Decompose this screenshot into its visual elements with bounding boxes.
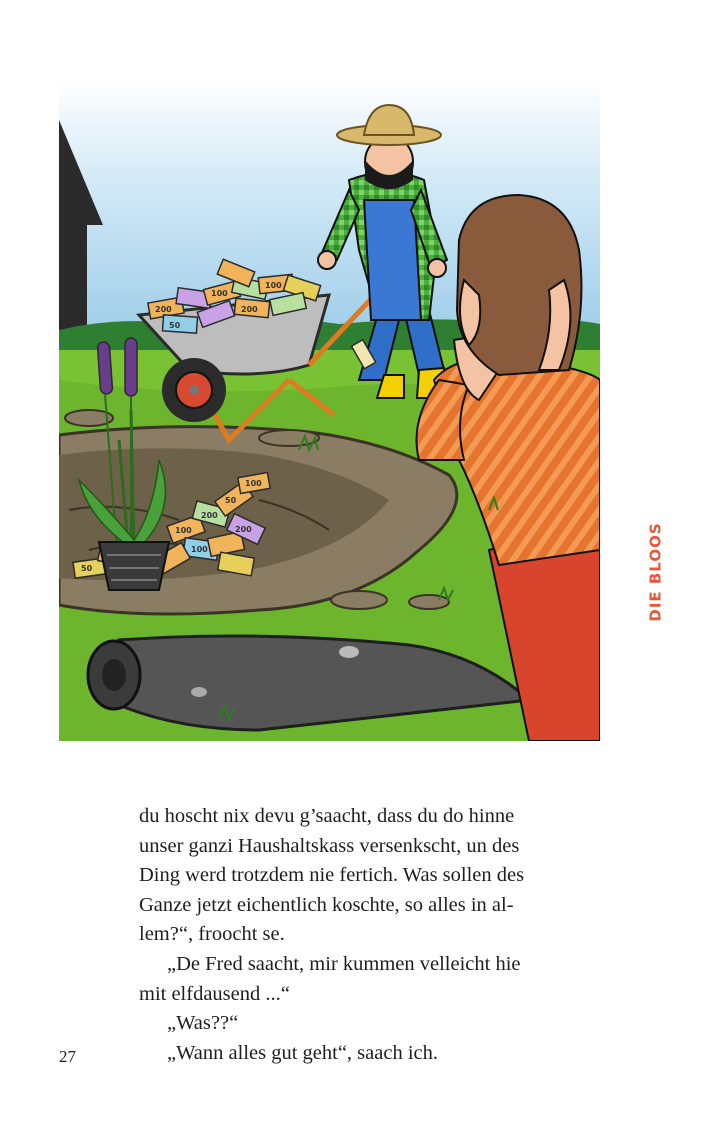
banknote-label: 100 [191,545,208,554]
text-line: Ding werd trotzdem nie fertich. Was sollen des [139,864,525,887]
banknote-label: 50 [225,496,237,505]
banknote-label: 200 [155,305,172,314]
text-line: du hoscht nix devu g’saacht, dass du do hinne [139,805,515,827]
banknote-label: 100 [245,479,262,488]
chapter-title: DIE BLOOS [647,521,666,622]
page-number: 27 [59,1047,76,1066]
banknote-label: 50 [169,321,181,330]
text-line: „Wann alles gut geht“, saach ich. [167,1041,439,1064]
banknote-label: 100 [265,281,282,290]
banknote-label: 100 [211,289,228,298]
banknote-label: 50 [81,564,93,573]
text-line: unser ganzi Haushaltskass versenkscht, un des [139,834,520,857]
banknote-label: 200 [235,525,252,534]
banknote-label: 100 [175,526,192,535]
chapter-side-label [645,520,667,623]
illustration-drawing [59,80,600,741]
text-line: „Was??“ [167,1012,239,1035]
body-text [139,802,601,1068]
banknote-label: 200 [241,305,258,314]
text-line: Ganze jetzt eichentlich koschte, so alles in al- [139,893,514,916]
text-line: mit elfdausend ...“ [139,982,290,1005]
banknote-label: 200 [201,511,218,520]
text-line: „De Fred saacht, mir kummen velleicht hie [167,952,521,975]
text-line: lem?“, froocht se. [139,923,285,946]
illustration [59,80,600,741]
